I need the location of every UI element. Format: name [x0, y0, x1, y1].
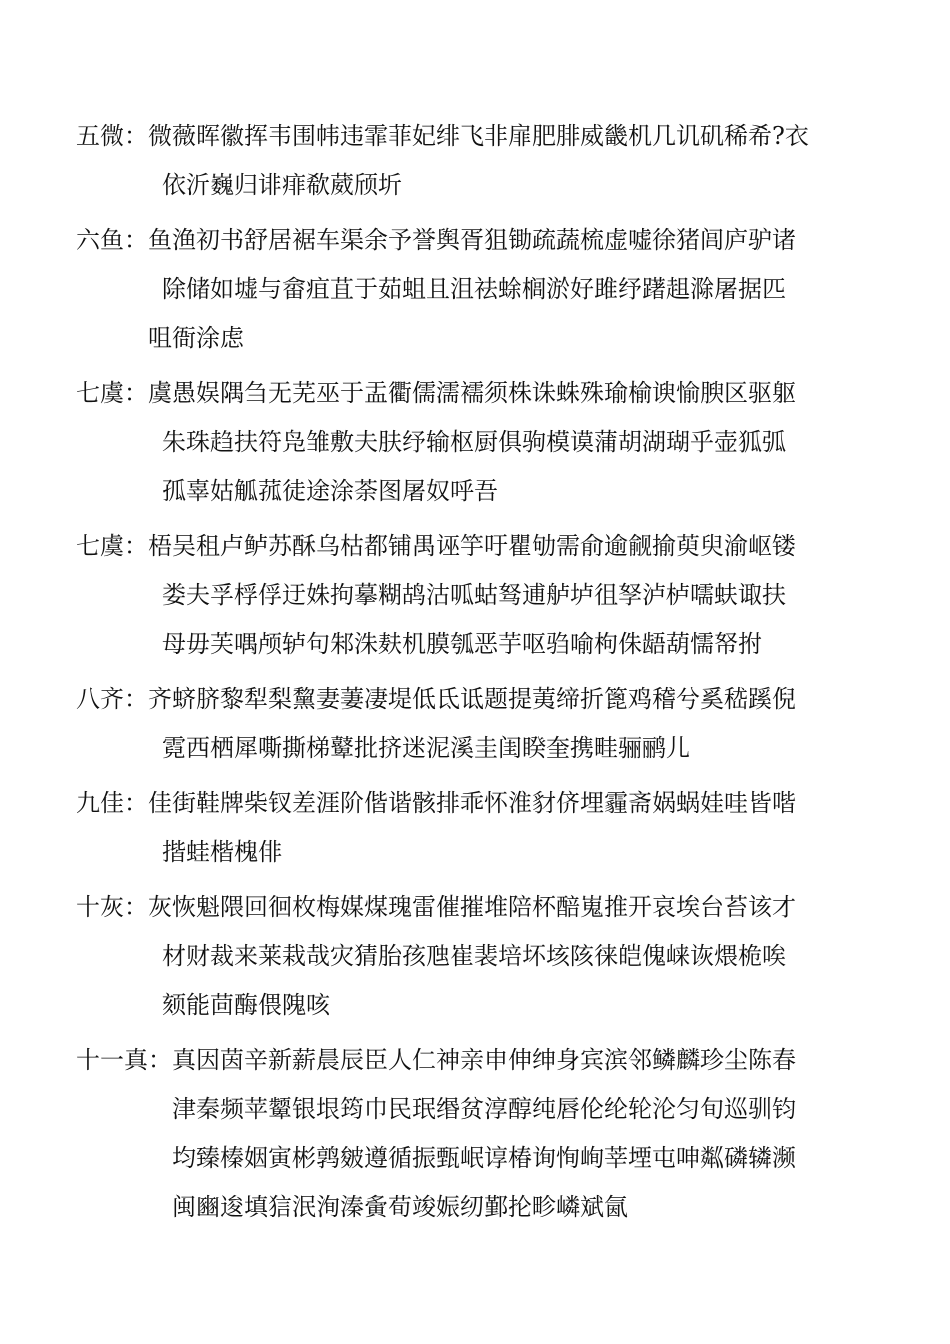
rhyme-characters [148, 112, 866, 210]
rhyme-line: 灰恢魁隈回徊枚梅媒煤瑰雷催摧堆陪杯醅嵬推开哀埃台苔该才 [148, 893, 796, 921]
rhyme-label: 七虞： [76, 532, 148, 560]
rhyme-characters [148, 883, 866, 1030]
rhyme-line: 除储如墟与畲疽苴于茹蛆且沮祛蜍榈淤好雎纾躇趄滁屠据匹 [162, 275, 786, 303]
rhyme-line: 霓西栖犀嘶撕梯鼙批挤迷泥溪圭闺睽奎携畦骊鹂儿 [162, 734, 690, 762]
rhyme-entry [76, 883, 866, 1030]
rhyme-characters [148, 369, 866, 516]
rhyme-line: 揩蛙楷槐俳 [162, 838, 282, 866]
rhyme-line: 津秦频苹颦银垠筠巾民珉缗贫淳醇纯唇伦纶轮沦匀旬巡驯钧 [172, 1095, 796, 1123]
rhyme-line: 虞愚娱隅刍无芜巫于盂衢儒濡襦须株诛蛛殊瑜榆谀愉腴区驱躯 [148, 379, 796, 407]
rhyme-entry [76, 112, 866, 210]
rhyme-label: 十一真： [76, 1046, 172, 1074]
rhyme-line: 母毋芙喁颅轳句邾洙麸机膜瓠恶芋呕驺喻枸侏龉葫懦帑拊 [162, 630, 762, 658]
rhyme-line: 孤辜姑觚菰徒途涂荼图屠奴呼吾 [162, 477, 498, 505]
rhyme-label: 七虞： [76, 379, 148, 407]
rhyme-entry [76, 1036, 866, 1232]
rhyme-list [76, 112, 866, 1238]
rhyme-line: 闽豳逡填狺泯洵溱夤荀竣娠纫鄞抡畛嶙斌氤 [172, 1193, 628, 1221]
rhyme-line: 齐蛴脐黎犁梨黧妻萋凄堤低氐诋题提荑缔折篦鸡稽兮奚嵇蹊倪 [148, 685, 796, 713]
rhyme-line: 朱珠趋扶符凫雏敷夫肤纾输枢厨俱驹模谟蒲胡湖瑚乎壶狐弧 [162, 428, 786, 456]
rhyme-line: 颏能茴酶偎隗咳 [162, 991, 330, 1019]
rhyme-line: 娄夫孚桴俘迂姝拘摹糊鸪沽呱蛄驽逋舻垆徂孥泸栌嚅蚨诹扶 [162, 581, 786, 609]
rhyme-label: 九佳： [76, 789, 148, 817]
rhyme-line: 梧吴租卢鲈苏酥乌枯都铺禺诬竽吁瞿劬需俞逾觎揄萸臾渝岖镂 [148, 532, 796, 560]
rhyme-label: 十灰： [76, 893, 148, 921]
rhyme-label: 五微： [76, 122, 148, 150]
rhyme-characters [148, 522, 866, 669]
rhyme-line: 鱼渔初书舒居裾车渠余予誉舆胥狙锄疏蔬梳虚嘘徐猪闾庐驴诸 [148, 226, 796, 254]
rhyme-label: 八齐： [76, 685, 148, 713]
rhyme-entry [76, 369, 866, 516]
rhyme-entry [76, 779, 866, 877]
rhyme-line: 咀衙涂虑 [148, 324, 244, 352]
rhyme-entry [76, 522, 866, 669]
rhyme-line: 材财裁来莱栽哉灾猜胎孩虺崔裴培坏垓陔徕皑傀崃诙煨桅唉 [162, 942, 786, 970]
rhyme-entry [76, 675, 866, 773]
rhyme-line: 佳街鞋牌柴钗差涯阶偕谐骸排乖怀淮豺侪埋霾斋娲蜗娃哇皆喈 [148, 789, 796, 817]
rhyme-line: 真因茵辛新薪晨辰臣人仁神亲申伸绅身宾滨邻鳞麟珍尘陈春 [172, 1046, 796, 1074]
rhyme-characters [148, 216, 866, 363]
rhyme-characters [148, 779, 866, 877]
rhyme-characters [172, 1036, 866, 1232]
rhyme-entry [76, 216, 866, 363]
rhyme-characters [148, 675, 866, 773]
rhyme-label: 六鱼： [76, 226, 148, 254]
rhyme-line: 微薇晖徽挥韦围帏违霏菲妃绯飞非扉肥腓威畿机几讥矶稀希?衣 [148, 122, 809, 150]
rhyme-line: 均臻榛姻寅彬鹑皴遵循振甄岷谆椿询恂峋莘堙屯呻粼磷辚濒 [172, 1144, 796, 1172]
rhyme-line: 依沂巍归诽痱欷葳颀圻 [162, 171, 402, 199]
